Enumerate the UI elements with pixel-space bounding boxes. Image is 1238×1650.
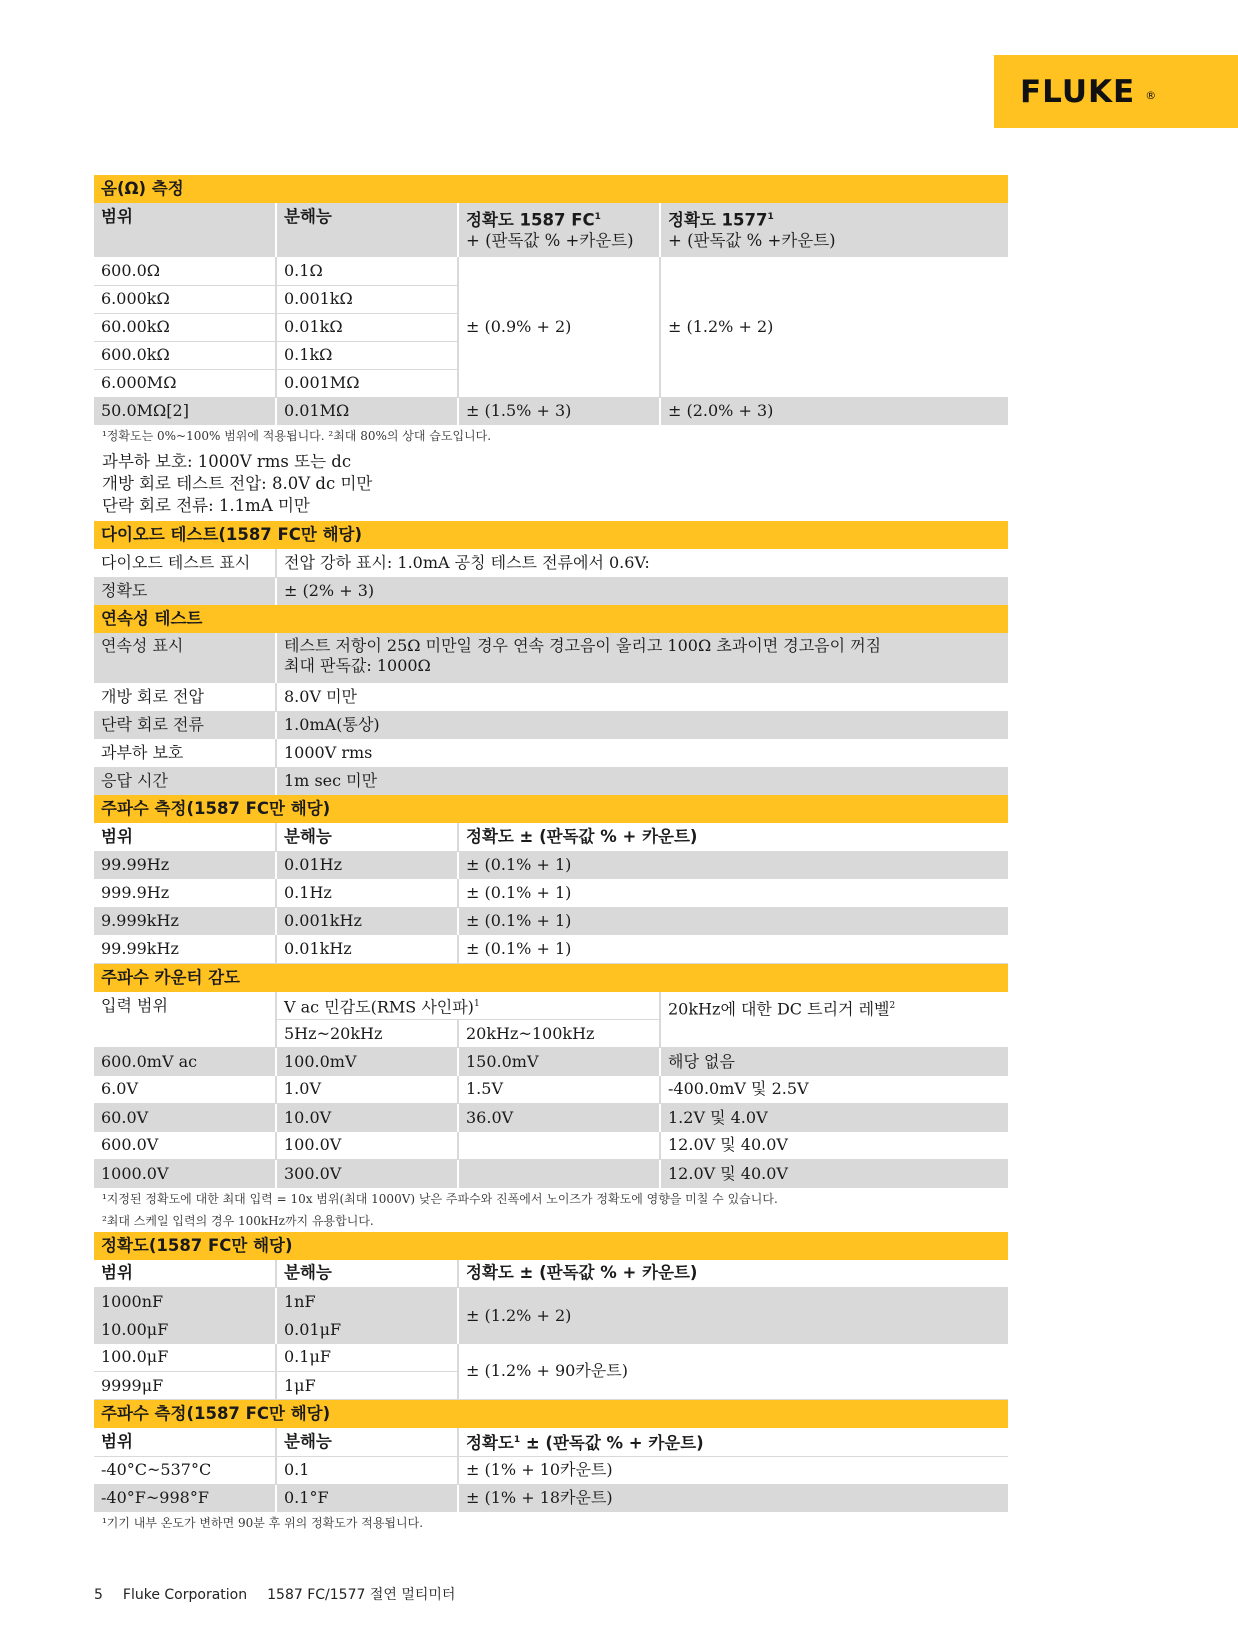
acc-cell: ± (1% + 10카운트): [458, 1456, 1008, 1484]
res-cell: 0.1Hz: [276, 879, 458, 907]
input-cell: 600.0mV ac: [94, 1048, 276, 1076]
value-cell: 8.0V 미만: [276, 683, 1008, 711]
company-name: Fluke Corporation: [122, 1587, 248, 1603]
footnote: ²최대 스케일 입력의 경우 100kHz까지 유용합니다.: [102, 1213, 374, 1228]
page-footer: [94, 1584, 475, 1604]
frequency-table: [94, 795, 1008, 964]
section-title: 주파수 측정(1587 FC만 해당): [94, 1400, 1008, 1428]
col-header: 정확도 ± (판독값 % + 카운트): [458, 1260, 1008, 1288]
input-cell: 600.0V: [94, 1132, 276, 1160]
vac-cell: [458, 1160, 660, 1188]
dc-cell: 12.0V 및 40.0V: [660, 1132, 1008, 1160]
range-cell: 9.999kHz: [94, 907, 276, 935]
note-line: 개방 회로 테스트 전압: 8.0V dc 미만: [102, 474, 373, 493]
note-line: 과부하 보호: 1000V rms 또는 dc: [102, 452, 352, 471]
res-cell: 0.001MΩ: [276, 369, 458, 397]
input-cell: 1000.0V: [94, 1160, 276, 1188]
range-cell: 600.0kΩ: [94, 341, 276, 369]
range-cell: 99.99Hz: [94, 851, 276, 879]
vac-cell: 1.0V: [276, 1076, 458, 1104]
footnote: ¹정확도는 0%~100% 범위에 적용됩니다. ²최대 80%의 상대 습도입니다.: [102, 429, 492, 443]
counter-sensitivity-table: [94, 964, 1008, 1188]
label-cell: 응답 시간: [94, 767, 276, 795]
note-line: 단락 회로 전류: 1.1mA 미만: [102, 496, 310, 515]
res-cell: 0.001kHz: [276, 907, 458, 935]
label-cell: 다이오드 테스트 표시: [94, 549, 276, 577]
res-cell: 0.01kHz: [276, 935, 458, 963]
sub-header: 5Hz~20kHz: [276, 1020, 458, 1048]
col-header: 정확도 ± (판독값 % + 카운트): [458, 823, 1008, 851]
label-cell: 연속성 표시: [94, 633, 276, 683]
dc-cell: 1.2V 및 4.0V: [660, 1104, 1008, 1132]
col-header: V ac 민감도(RMS 사인파)$^1$: [276, 992, 660, 1020]
range-cell: 9999μF: [94, 1372, 276, 1400]
vac-cell: 100.0mV: [276, 1048, 458, 1076]
acc-cell: ± (1.2% + 2): [458, 1288, 1008, 1344]
ohm-table: [94, 175, 1008, 425]
vac-cell: 300.0V: [276, 1160, 458, 1188]
acc-cell: ± (1.2% + 90카운트): [458, 1344, 1008, 1400]
temperature-table: [94, 1400, 1008, 1512]
vac-cell: 100.0V: [276, 1132, 458, 1160]
vac-cell: 36.0V: [458, 1104, 660, 1132]
dc-cell: 12.0V 및 40.0V: [660, 1160, 1008, 1188]
col-header: 입력 범위: [94, 992, 276, 1048]
value-cell: ± (2% + 3): [276, 577, 1008, 605]
res-cell: 0.1μF: [276, 1344, 458, 1372]
range-cell: 60.00kΩ: [94, 313, 276, 341]
section-title: 정확도(1587 FC만 해당): [94, 1232, 1008, 1260]
res-cell: 0.1: [276, 1456, 458, 1484]
vac-cell: [458, 1132, 660, 1160]
range-cell: 10.00μF: [94, 1316, 276, 1344]
col-header: 정확도 $1577^1$ + (판독값 % +카운트): [660, 203, 1008, 257]
res-cell: 0.01MΩ: [276, 397, 458, 425]
res-cell: 0.1Ω: [276, 257, 458, 285]
res-cell: 0.01μF: [276, 1316, 458, 1344]
capacitance-table: [94, 1232, 1008, 1401]
acc-cell: ± (1% + 18카운트): [458, 1484, 1008, 1512]
logo-text: FLUKE: [1020, 73, 1136, 110]
col-header: 정확도 1587 $FC^1$ + (판독값 % +카운트): [458, 203, 660, 257]
res-cell: 1μF: [276, 1372, 458, 1400]
acc-cell: ± (0.1% + 1): [458, 907, 1008, 935]
acc-cell: ± (1.5% + 3): [458, 397, 660, 425]
document-title: 1587 FC/1577 절연 멀티미터: [267, 1587, 456, 1603]
ohm-notes: [94, 451, 1008, 517]
range-cell: 6.000MΩ: [94, 369, 276, 397]
col-header: 분해능: [276, 1260, 458, 1288]
range-cell: 6.000kΩ: [94, 285, 276, 313]
footnote: ¹지정된 정확도에 대한 최대 입력 = 10x 범위(최대 1000V) 낮은 주파수와 진폭에서 노이즈가 정확도에 영향을 미칠 수 있습니다.: [102, 1191, 778, 1206]
res-cell: 0.01kΩ: [276, 313, 458, 341]
acc-cell: ± (1.2% + 2): [660, 257, 1008, 397]
fluke-logo: [994, 55, 1238, 128]
sub-header: 20kHz~100kHz: [458, 1020, 660, 1048]
label-cell: 단락 회로 전류: [94, 711, 276, 739]
label-cell: 정확도: [94, 577, 276, 605]
res-cell: 0.1°F: [276, 1484, 458, 1512]
footnote: ¹기기 내부 온도가 변하면 90분 후 위의 정확도가 적용됩니다.: [102, 1516, 424, 1530]
input-cell: 6.0V: [94, 1076, 276, 1104]
value-cell: 1000V rms: [276, 739, 1008, 767]
range-cell: 99.99kHz: [94, 935, 276, 963]
section-title: 주파수 측정(1587 FC만 해당): [94, 795, 1008, 823]
diode-continuity-table: [94, 521, 1008, 795]
range-cell: -40°C~537°C: [94, 1456, 276, 1484]
res-cell: 0.001kΩ: [276, 285, 458, 313]
acc-cell: ± (0.1% + 1): [458, 851, 1008, 879]
col-header: 정확도$^1$ ± (판독값 % + 카운트): [458, 1428, 1008, 1456]
section-title: 연속성 테스트: [94, 605, 1008, 633]
dc-cell: -400.0mV 및 2.5V: [660, 1076, 1008, 1104]
page-number: 5: [94, 1587, 103, 1603]
col-header: 범위: [94, 1428, 276, 1456]
range-cell: 600.0Ω: [94, 257, 276, 285]
label-cell: 과부하 보호: [94, 739, 276, 767]
acc-cell: ± (0.9% + 2): [458, 257, 660, 397]
res-cell: 0.01Hz: [276, 851, 458, 879]
input-cell: 60.0V: [94, 1104, 276, 1132]
range-cell: 100.0μF: [94, 1344, 276, 1372]
range-cell: 50.0MΩ[2]: [94, 397, 276, 425]
res-cell: 0.1kΩ: [276, 341, 458, 369]
range-cell: -40°F~998°F: [94, 1484, 276, 1512]
spec-sheet: [94, 175, 1008, 1534]
col-header: 범위: [94, 1260, 276, 1288]
dc-cell: 해당 없음: [660, 1048, 1008, 1076]
value-cell: 1.0mA(통상): [276, 711, 1008, 739]
col-header: 범위: [94, 203, 276, 257]
value-cell: 전압 강하 표시: 1.0mA 공칭 테스트 전류에서 0.6V:: [276, 549, 1008, 577]
vac-cell: 150.0mV: [458, 1048, 660, 1076]
section-title: 옴(Ω) 측정: [94, 175, 1008, 203]
col-header: 범위: [94, 823, 276, 851]
section-title: 주파수 카운터 감도: [94, 964, 1008, 992]
value-cell: 테스트 저항이 25Ω 미만일 경우 연속 경고음이 울리고 100Ω 초과이면 경고음이 꺼짐 최대 판독값: 1000Ω: [276, 633, 1008, 683]
label-cell: 개방 회로 전압: [94, 683, 276, 711]
col-header: 분해능: [276, 1428, 458, 1456]
registered-mark: ®: [1145, 89, 1157, 102]
acc-cell: ± (0.1% + 1): [458, 935, 1008, 963]
vac-cell: 1.5V: [458, 1076, 660, 1104]
range-cell: 1000nF: [94, 1288, 276, 1316]
res-cell: 1nF: [276, 1288, 458, 1316]
col-header: 분해능: [276, 823, 458, 851]
range-cell: 999.9Hz: [94, 879, 276, 907]
acc-cell: ± (2.0% + 3): [660, 397, 1008, 425]
col-header: 분해능: [276, 203, 458, 257]
acc-cell: ± (0.1% + 1): [458, 879, 1008, 907]
vac-cell: 10.0V: [276, 1104, 458, 1132]
value-cell: 1m sec 미만: [276, 767, 1008, 795]
col-header: 20kHz에 대한 DC 트리거 레벨$^2$: [660, 992, 1008, 1048]
section-title: 다이오드 테스트(1587 FC만 해당): [94, 521, 1008, 549]
